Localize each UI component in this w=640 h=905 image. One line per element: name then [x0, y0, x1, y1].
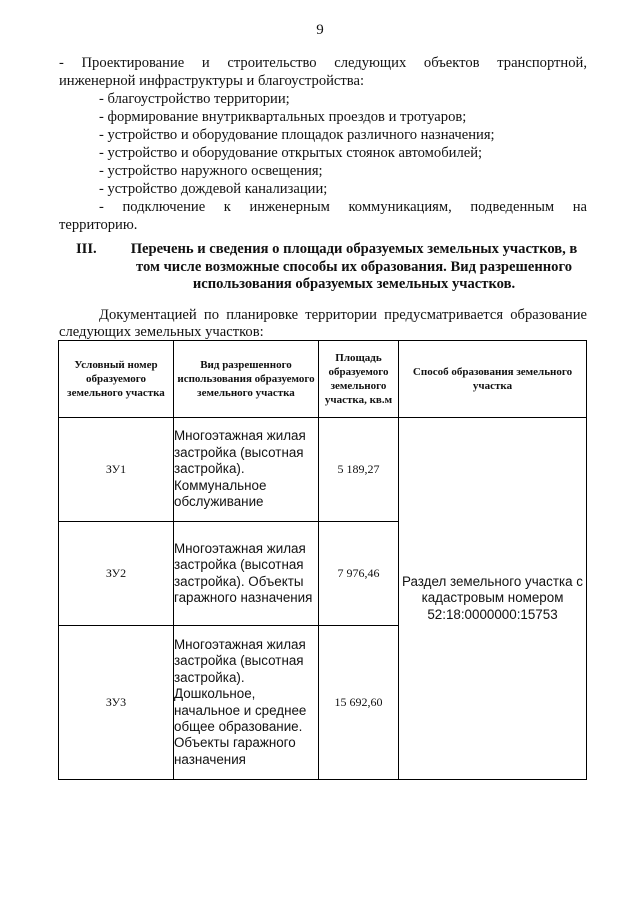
table-row — [59, 418, 587, 522]
list-item: - устройство наружного освещения; — [99, 163, 323, 179]
page-number: 9 — [316, 22, 324, 38]
header-permitted-use: Вид разрешенного использования образуемого земельного участка — [174, 341, 319, 418]
list-item-last-line-1: - подключение к инженерным коммуникациям, подведенным на — [99, 199, 587, 215]
plot-area: 7 976,46 — [319, 522, 399, 626]
intro-line-2: инженерной инфраструктуры и благоустройства: — [59, 73, 365, 89]
list-item: - устройство и оборудование площадок различного назначения; — [99, 127, 495, 143]
intro-line-1: - Проектирование и строительство следующих объектов транспортной, — [59, 55, 587, 71]
section-number: III. — [76, 241, 97, 257]
plot-id: ЗУ3 — [59, 626, 174, 780]
plot-use: Многоэтажная жилая застройка (высотная застройка). Коммунальное обслуживание — [174, 418, 319, 522]
plot-id: ЗУ2 — [59, 522, 174, 626]
header-area: Площадь образуемого земельного участка, кв.м — [319, 341, 399, 418]
header-formation-method: Способ образования земельного участка — [399, 341, 587, 418]
plot-id: ЗУ1 — [59, 418, 174, 522]
section-title: Перечень и сведения о площади образуемых земельных участков, в том числе возможные способы их образования. Вид разрешенного использования образуемых земельных участков. — [130, 241, 578, 292]
plot-area: 15 692,60 — [319, 626, 399, 780]
list-item: - благоустройство территории; — [99, 91, 290, 107]
body-line-2: следующих земельных участков: — [59, 324, 264, 340]
plot-use: Многоэтажная жилая застройка (высотная застройка). Объекты гаражного назначения — [174, 522, 319, 626]
list-item-last-line-2: территорию. — [59, 217, 138, 233]
land-plots-table — [58, 340, 587, 780]
list-item: - формирование внутриквартальных проездов и тротуаров; — [99, 109, 467, 125]
plot-area: 5 189,27 — [319, 418, 399, 522]
table-header-row — [59, 341, 587, 418]
list-item: - устройство дождевой канализации; — [99, 181, 328, 197]
plot-use: Многоэтажная жилая застройка (высотная застройка). Дошкольное, начальное и среднее общее образование. Объекты гаражного назначения — [174, 626, 319, 780]
header-plot-number: Условный номер образуемого земельного участка — [59, 341, 174, 418]
body-line-1: Документацией по планировке территории предусматривается образование — [99, 307, 587, 323]
list-item: - устройство и оборудование открытых стоянок автомобилей; — [99, 145, 483, 161]
plot-formation-method: Раздел земельного участка с кадастровым номером 52:18:0000000:15753 — [399, 418, 587, 780]
